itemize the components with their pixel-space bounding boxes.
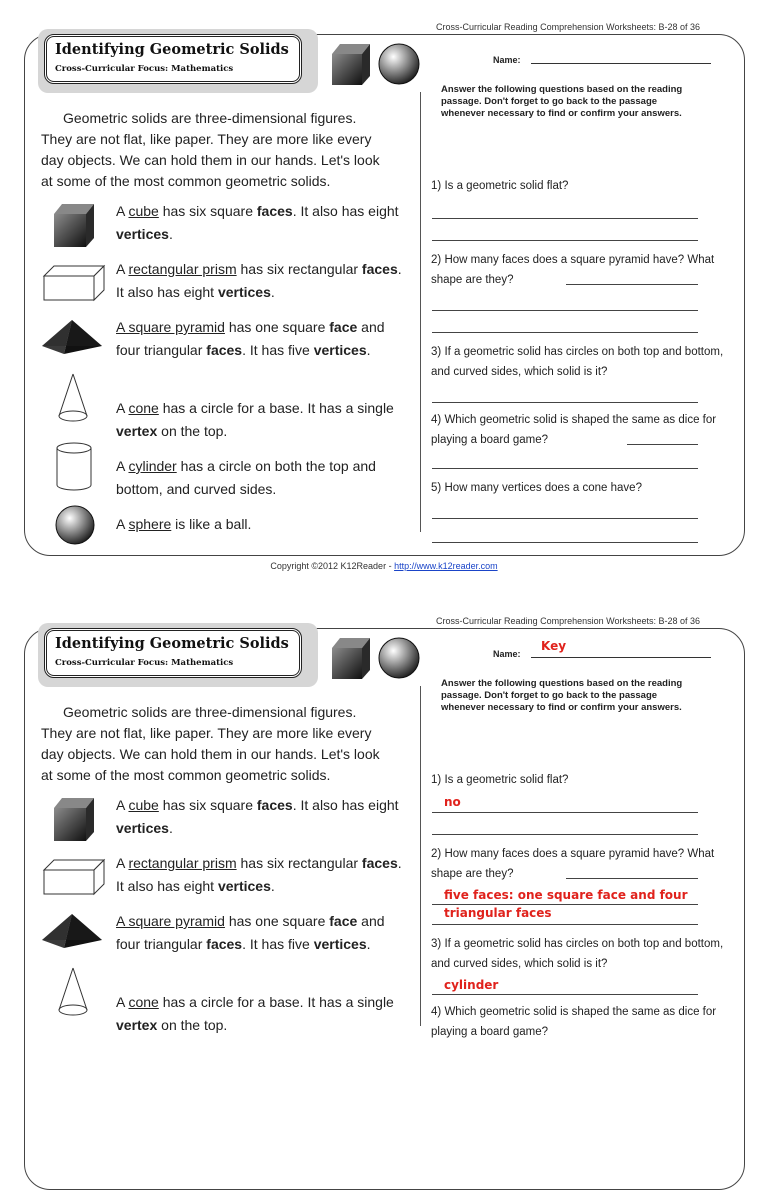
title-box: [44, 628, 302, 678]
shape-sphere-text: A sphere is like a ball.: [116, 516, 252, 532]
square-pyramid-icon: [40, 318, 104, 356]
footer: Copyright ©2012 K12Reader - http://www.k12reader.com: [270, 561, 498, 571]
worksheet-key: [0, 594, 768, 1188]
name-label: Name:: [493, 649, 521, 659]
answer-line[interactable]: [627, 444, 698, 445]
answer-line[interactable]: [566, 284, 698, 285]
answer-2-line-2: triangular faces: [444, 906, 552, 920]
cube-icon: [52, 796, 96, 842]
sphere-icon: [377, 42, 421, 86]
sphere-icon: [377, 636, 421, 680]
question-3: 3) If a geometric solid has circles on both top and bottom, and curved sides, which solid is it?: [431, 938, 724, 970]
answer-line[interactable]: [432, 332, 698, 333]
shape-cone-text: A cone has a circle for a base. It has a single vertex on the top.: [116, 400, 394, 439]
shape-cylinder-text: A cylinder has a circle on both the top and bottom, and curved sides.: [116, 458, 376, 497]
shape-prism-text: A rectangular prism has six rectangular faces. It also has eight vertices.: [116, 855, 402, 894]
answer-line[interactable]: [432, 924, 698, 925]
answer-line[interactable]: [432, 518, 698, 519]
worksheet-blank: [0, 0, 768, 594]
answer-line[interactable]: [432, 240, 698, 241]
answer-line[interactable]: [432, 218, 698, 219]
shape-cube-text: A cube has six square faces. It also has eight vertices.: [116, 203, 399, 242]
series-label: Cross-Curricular Reading Comprehension Worksheets: B-28 of 36: [436, 22, 700, 32]
worksheet-title: Identifying Geometric Solids: [55, 635, 289, 652]
answer-line[interactable]: [432, 468, 698, 469]
question-3: 3) If a geometric solid has circles on both top and bottom, and curved sides, which solid is it?: [431, 346, 724, 378]
footer-link[interactable]: http://www.k12reader.com: [394, 561, 498, 571]
sphere-icon: [54, 504, 96, 546]
passage-intro: Geometric solids are three-dimensional figures. They are not flat, like paper. They are more like every day objects. We can hold them in our hands. Let's look at some of the most common geometric solids.: [41, 704, 380, 783]
answer-line[interactable]: [432, 812, 698, 813]
name-label: Name:: [493, 55, 521, 65]
cube-icon: [52, 202, 96, 248]
answer-3: cylinder: [444, 978, 499, 992]
question-1: 1) Is a geometric solid flat?: [431, 180, 569, 192]
cube-icon: [330, 636, 372, 680]
answer-line[interactable]: [566, 878, 698, 879]
shape-pyramid-text: A square pyramid has one square face and four triangular faces. It has five vertices.: [116, 319, 385, 358]
worksheet-title: Identifying Geometric Solids: [55, 41, 289, 58]
shape-prism-text: A rectangular prism has six rectangular faces. It also has eight vertices.: [116, 261, 402, 300]
question-5: 5) How many vertices does a cone have?: [431, 482, 642, 494]
answer-1: no: [444, 795, 461, 809]
square-pyramid-icon: [40, 912, 104, 950]
name-field[interactable]: [531, 63, 711, 64]
cone-icon: [56, 966, 90, 1018]
instructions: Answer the following questions based on the reading passage. Don't forget to go back to the passage whenever necessary to find or confirm your answers.: [441, 678, 683, 713]
answer-line[interactable]: [432, 994, 698, 995]
cylinder-icon: [54, 441, 94, 493]
question-4: 4) Which geometric solid is shaped the same as dice for playing a board game?: [431, 1006, 717, 1038]
answer-2-line-1: five faces: one square face and four: [444, 888, 688, 902]
answer-line[interactable]: [432, 542, 698, 543]
answer-line[interactable]: [432, 402, 698, 403]
answer-line[interactable]: [432, 834, 698, 835]
worksheet-subtitle: Cross-Curricular Focus: Mathematics: [55, 64, 234, 74]
cube-icon: [330, 42, 372, 86]
column-divider: [420, 92, 421, 532]
cone-icon: [56, 372, 90, 424]
instructions: Answer the following questions based on the reading passage. Don't forget to go back to the passage whenever necessary to find or confirm your answers.: [441, 84, 683, 119]
question-4: 4) Which geometric solid is shaped the same as dice for playing a board game?: [431, 414, 717, 446]
name-answer-key: Key: [541, 639, 567, 653]
answer-line[interactable]: [432, 904, 698, 905]
question-2: 2) How many faces does a square pyramid have? What shape are they?: [431, 848, 715, 880]
rectangular-prism-icon: [42, 264, 106, 302]
answer-line[interactable]: [432, 310, 698, 311]
question-1: 1) Is a geometric solid flat?: [431, 774, 569, 786]
title-box: [44, 34, 302, 84]
worksheet-subtitle: Cross-Curricular Focus: Mathematics: [55, 658, 234, 668]
series-label: Cross-Curricular Reading Comprehension Worksheets: B-28 of 36: [436, 616, 700, 626]
shape-cube-text: A cube has six square faces. It also has eight vertices.: [116, 797, 399, 836]
rectangular-prism-icon: [42, 858, 106, 896]
shape-cone-text: A cone has a circle for a base. It has a single vertex on the top.: [116, 994, 394, 1033]
question-2: 2) How many faces does a square pyramid have? What shape are they?: [431, 254, 715, 286]
passage-intro: Geometric solids are three-dimensional figures. They are not flat, like paper. They are more like every day objects. We can hold them in our hands. Let's look at some of the most common geometric solids.: [41, 110, 380, 189]
name-field[interactable]: [531, 657, 711, 658]
shape-pyramid-text: A square pyramid has one square face and four triangular faces. It has five vertices.: [116, 913, 385, 952]
column-divider: [420, 686, 421, 1026]
